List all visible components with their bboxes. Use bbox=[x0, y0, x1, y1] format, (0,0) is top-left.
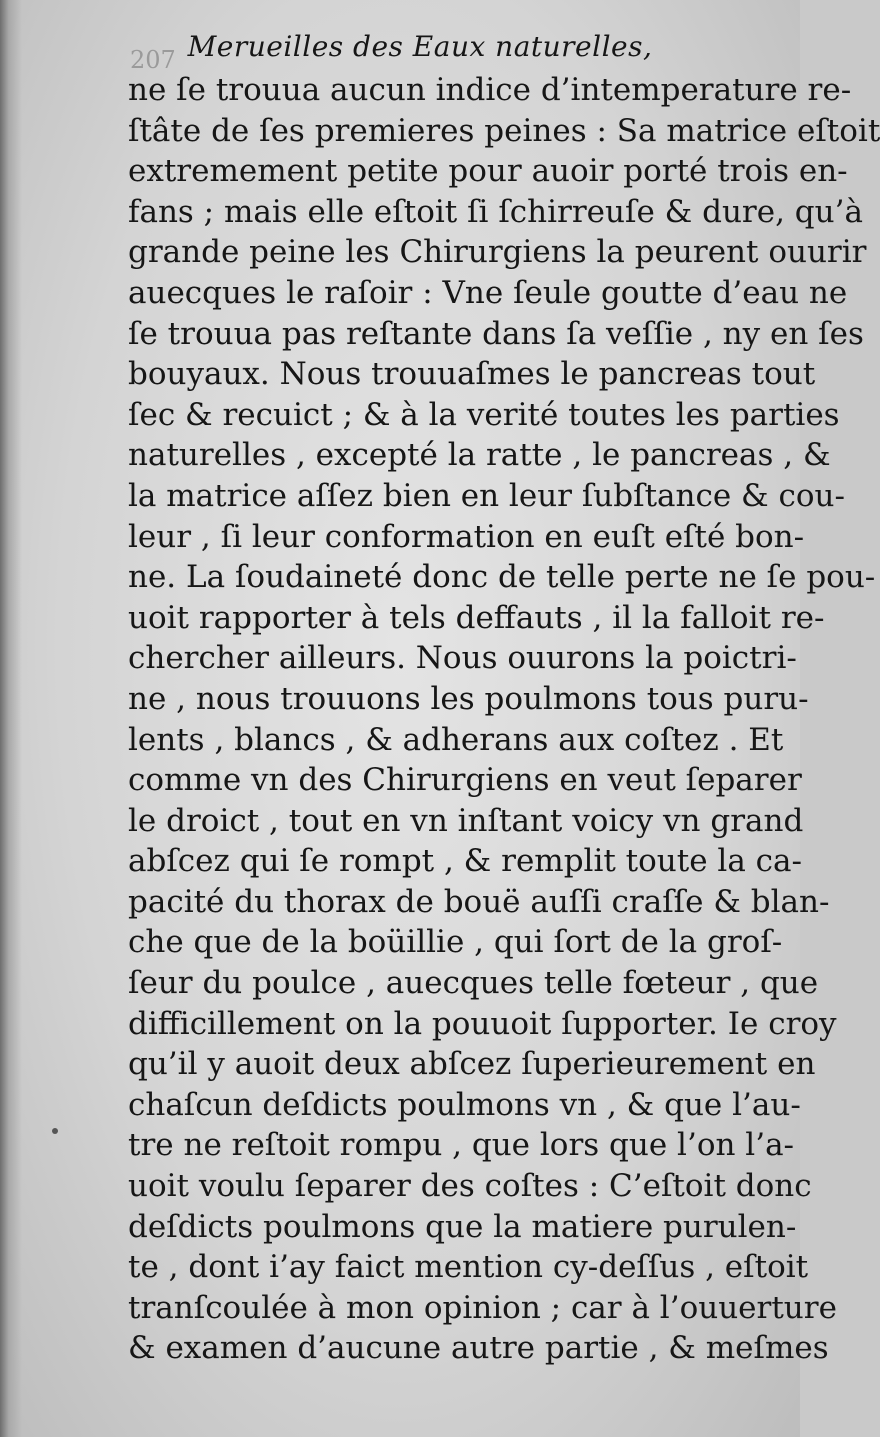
text-line: tre ne reſtoit rompu , que lors que l’on l’a- bbox=[128, 1127, 795, 1164]
text-line: abſcez qui ſe rompt , & remplit toute la ca- bbox=[128, 843, 802, 880]
running-head: Merueilles des Eaux naturelles, bbox=[187, 30, 653, 63]
text-line: le droict , tout en vn inſtant voicy vn grand bbox=[128, 802, 804, 839]
text-line: ſe trouua pas reſtante dans ſa veſſie , ny en ſes bbox=[128, 315, 864, 352]
page-gutter-shadow bbox=[0, 0, 22, 1437]
text-line: tranſcoulée à mon opinion ; car à l’ouuerture bbox=[128, 1289, 837, 1326]
text-line: ſtâte de ſes premieres peines : Sa matrice eſtoit bbox=[128, 112, 880, 149]
text-line: ſeur du poulce , auecques telle fœteur , que bbox=[128, 965, 819, 1002]
text-line: la matrice aſſez bien en leur ſubſtance & cou- bbox=[128, 477, 845, 514]
text-line: fans ; mais elle eſtoit ſi ſchirreuſe & dure, qu’à bbox=[128, 193, 863, 230]
text-line: difficillement on la pouuoit ſupporter. Ie croy bbox=[128, 1005, 837, 1042]
text-line: uoit rapporter à tels deffauts , il la falloit re- bbox=[128, 599, 825, 636]
ghost-page-number: 207 bbox=[130, 46, 176, 74]
text-line: te , dont i’ay faict mention cy-deſſus , eſtoit bbox=[128, 1249, 809, 1286]
text-line: pacité du thorax de bouë auſſi craſſe & blan- bbox=[128, 883, 830, 920]
text-line: grande peine les Chirurgiens la peurent ouurir bbox=[128, 234, 867, 271]
text-line: extremement petite pour auoir porté trois en- bbox=[128, 153, 848, 190]
text-line: leur , ſi leur conformation en euſt eſté bon- bbox=[128, 518, 805, 555]
text-line: chaſcun deſdicts poulmons vn , & que l’au- bbox=[128, 1086, 801, 1123]
text-line: ne ſe trouua aucun indice d’intemperature re- bbox=[128, 72, 852, 108]
body-text bbox=[128, 70, 880, 1369]
text-line: ne. La ſoudaineté donc de telle perte ne ſe pou- bbox=[128, 559, 876, 596]
text-line: bouyaux. Nous trouuaſmes le pancreas tout bbox=[128, 356, 816, 393]
text-line: & examen d’aucune autre partie , & meſmes bbox=[128, 1330, 829, 1367]
text-line: lents , blancs , & adherans aux coſtez . Et bbox=[128, 721, 784, 758]
text-line: che que de la boüillie , qui ſort de la groſ- bbox=[128, 924, 783, 961]
text-line: chercher ailleurs. Nous ouurons la poictri- bbox=[128, 640, 797, 677]
text-line: deſdicts poulmons que la matiere purulen- bbox=[128, 1208, 797, 1245]
text-line: comme vn des Chirurgiens en veut ſeparer bbox=[128, 762, 802, 799]
text-line: qu’il y auoit deux abſcez ſuperieurement en bbox=[128, 1046, 816, 1083]
text-line: ne , nous trouuons les poulmons tous puru- bbox=[128, 680, 809, 717]
text-line: uoit voulu ſeparer des coſtes : C’eſtoit donc bbox=[128, 1168, 812, 1205]
text-line: naturelles , excepté la ratte , le pancreas , & bbox=[128, 437, 831, 474]
text-line: ſec & recuict ; & à la verité toutes les parties bbox=[128, 396, 840, 433]
text-line: auecques le raſoir : Vne ſeule goutte d’eau ne bbox=[128, 274, 848, 311]
ink-speck bbox=[52, 1128, 58, 1134]
